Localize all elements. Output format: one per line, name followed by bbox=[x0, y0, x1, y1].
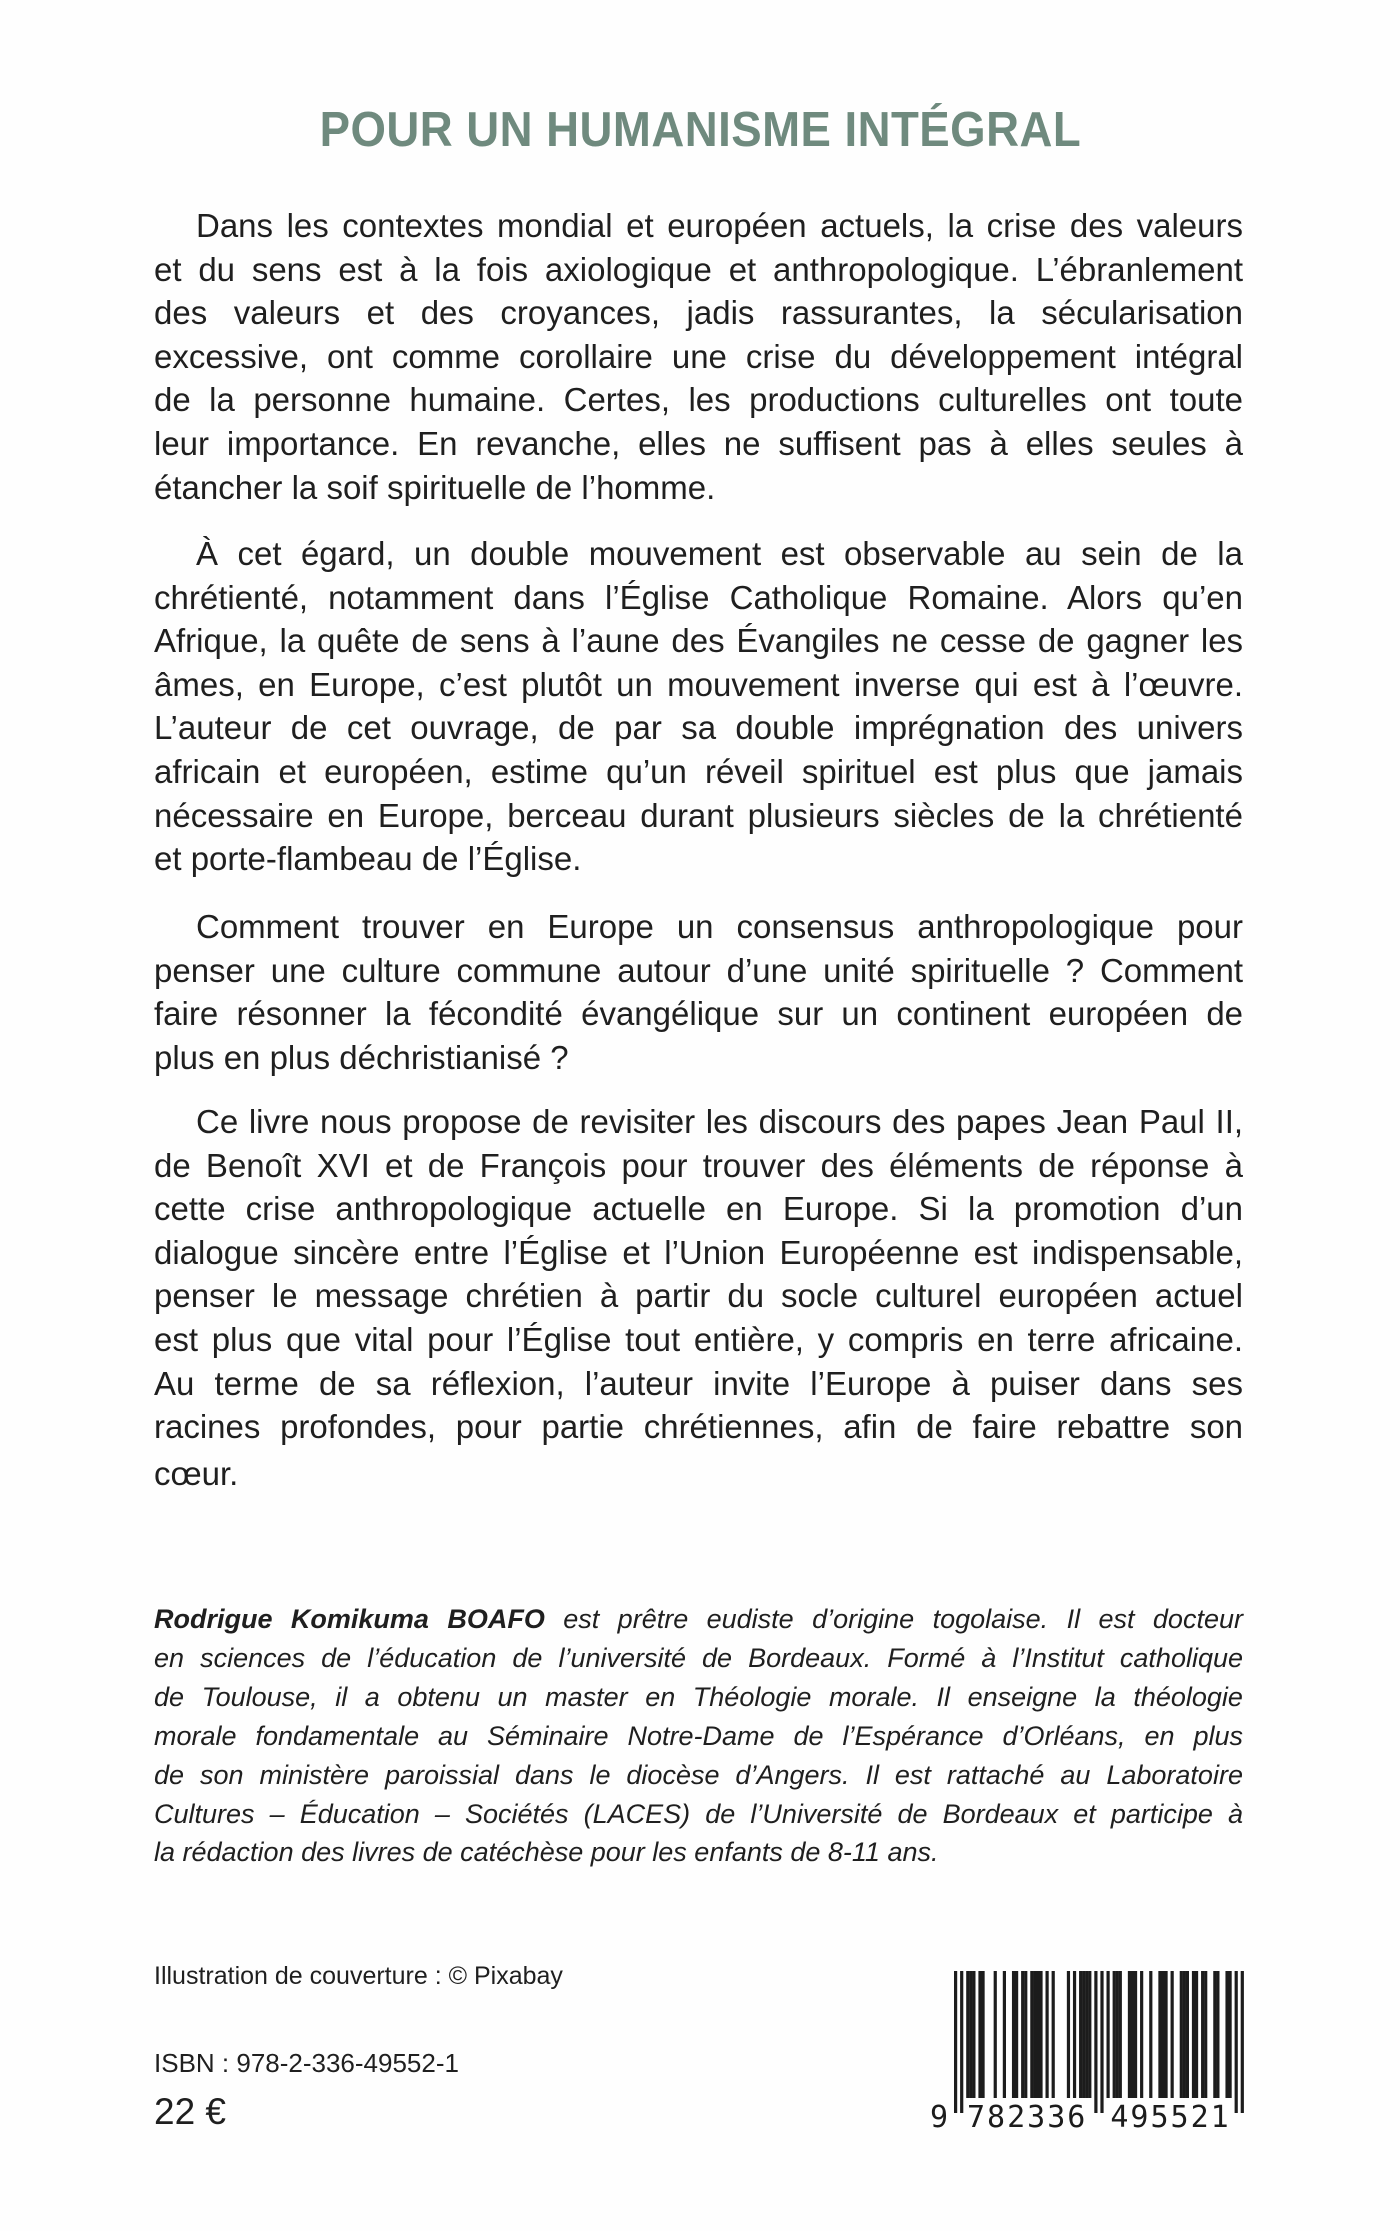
summary-paragraph-3-line: faire résonner la fécondité évangélique sur un continent européen de bbox=[154, 995, 1244, 1033]
author-bio-line: morale fondamentale au Séminaire Notre-Dame de l’Espérance d’Orléans, en plus bbox=[154, 1720, 1243, 1751]
isbn-barcode bbox=[920, 1965, 1260, 2140]
author-bio-line: la rédaction des livres de catéchèse pour les enfants de 8-11 ans. bbox=[154, 1837, 939, 1868]
svg-text:495521: 495521 bbox=[1110, 2100, 1231, 2135]
summary-paragraph-3-line: plus en plus déchristianisé ? bbox=[154, 1038, 569, 1076]
price-label: 22 € bbox=[154, 2091, 227, 2132]
summary-paragraph-1-line: étancher la soif spirituelle de l’homme. bbox=[154, 468, 716, 506]
cover-illustration-credit: Illustration de couverture : © Pixabay bbox=[154, 1962, 563, 1990]
summary-paragraph-3-line: penser une culture commune autour d’une unité spirituelle ? Comment bbox=[154, 951, 1244, 989]
svg-text:782336: 782336 bbox=[967, 2100, 1088, 2135]
summary-paragraph-1-line: leur importance. En revanche, elles ne suffisent pas à elles seules à bbox=[154, 425, 1243, 462]
summary-paragraph-1-line: de la personne humaine. Certes, les productions culturelles ont toute bbox=[154, 381, 1243, 419]
summary-paragraph-4-line: racines profondes, pour partie chrétiennes, afin de faire rebattre son bbox=[154, 1408, 1244, 1446]
summary-paragraph-4-line: dialogue sincère entre l’Église et l’Union Européenne est indispensable, bbox=[154, 1233, 1244, 1271]
summary-paragraph-4-line: Ce livre nous propose de revisiter les discours des papes Jean Paul II, bbox=[196, 1103, 1244, 1140]
summary-paragraph-2-line: chrétienté, notamment dans l’Église Catholique Romaine. Alors qu’en bbox=[154, 578, 1244, 616]
author-name: Rodrigue Komikuma BOAFO bbox=[154, 1604, 545, 1634]
summary-paragraph-2-line: Afrique, la quête de sens à l’aune des Évangiles ne cesse de gagner les bbox=[154, 622, 1244, 660]
summary-paragraph-4-line: penser le message chrétien à partir du socle culturel européen actuel bbox=[154, 1277, 1243, 1315]
book-title-text: POUR UN HUMANISME INTÉGRAL bbox=[319, 103, 1081, 157]
summary-paragraph-2-line: âmes, en Europe, c’est plutôt un mouvement inverse qui est à l’œuvre. bbox=[154, 665, 1243, 703]
summary-paragraph-1-line: des valeurs et des croyances, jadis rassurantes, la sécularisation bbox=[154, 294, 1244, 332]
summary-paragraph-1-line: et du sens est à la fois axiologique et anthropologique. L’ébranlement bbox=[154, 250, 1244, 288]
isbn-number: ISBN : 978-2-336-49552-1 bbox=[154, 2048, 459, 2078]
book-title bbox=[0, 100, 1400, 160]
summary-paragraph-1-line: excessive, ont comme corollaire une crise du développement intégral bbox=[154, 337, 1244, 375]
summary-paragraph-2-line: À cet égard, un double mouvement est observable au sein de la bbox=[196, 535, 1243, 572]
author-bio-line: en sciences de l’éducation de l’université de Bordeaux. Formé à l’Institut catholique bbox=[154, 1642, 1244, 1673]
svg-text:9: 9 bbox=[929, 2100, 948, 2135]
summary-paragraph-4-line: Au terme de sa réflexion, l’auteur invite l’Europe à puiser dans ses bbox=[154, 1364, 1243, 1402]
summary-paragraph-3-line: Comment trouver en Europe un consensus anthropologique pour bbox=[196, 908, 1244, 945]
summary-paragraph-2-line: africain et européen, estime qu’un réveil spirituel est plus que jamais bbox=[154, 753, 1244, 790]
summary-paragraph-1-line: Dans les contextes mondial et européen actuels, la crise des valeurs bbox=[196, 207, 1243, 244]
author-bio-line: de Toulouse, il a obtenu un master en Théologie morale. Il enseigne la théologie bbox=[154, 1681, 1243, 1712]
summary-paragraph-4-line: de Benoît XVI et de François pour trouver des éléments de réponse à bbox=[154, 1146, 1243, 1184]
summary-paragraph-2-line: nécessaire en Europe, berceau durant plusieurs siècles de la chrétienté bbox=[154, 796, 1243, 834]
summary-paragraph-4-line: est plus que vital pour l’Église tout entière, y compris en terre africaine. bbox=[154, 1321, 1243, 1358]
summary-paragraph-2-line: L’auteur de cet ouvrage, de par sa double imprégnation des univers bbox=[154, 709, 1243, 747]
author-bio-line: Cultures – Éducation – Sociétés (LACES) de l’Université de Bordeaux et participe à bbox=[154, 1798, 1243, 1829]
summary-paragraph-2-line: et porte-flambeau de l’Église. bbox=[154, 840, 582, 878]
summary-paragraph-4-line: cette crise anthropologique actuelle en Europe. Si la promotion d’un bbox=[154, 1190, 1243, 1228]
barcode-icon bbox=[920, 1965, 1260, 2140]
author-bio-line: de son ministère paroissial dans le diocèse d’Angers. Il est rattaché au Laboratoire bbox=[154, 1759, 1243, 1790]
summary-paragraph-4-line: cœur. bbox=[154, 1454, 239, 1492]
author-bio-line: Rodrigue Komikuma BOAFO est prêtre eudiste d’origine togolaise. Il est docteur bbox=[154, 1604, 1243, 1634]
